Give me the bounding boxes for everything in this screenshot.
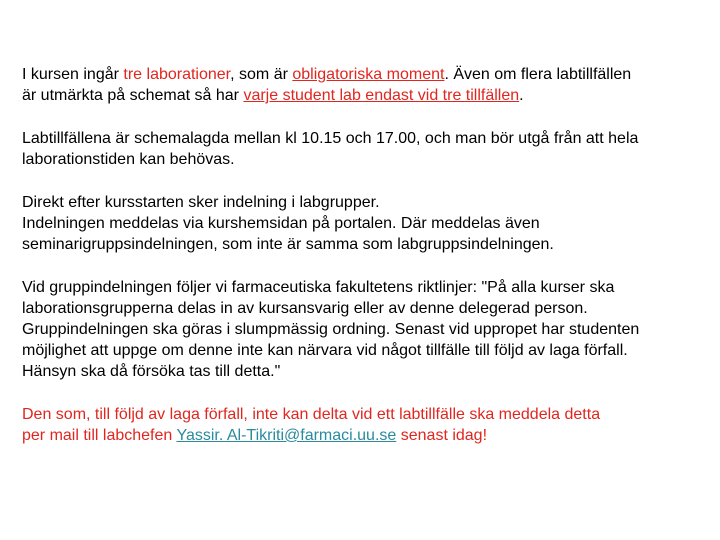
text-line (22, 64, 718, 85)
text-line: Hänsyn ska då försöka tas till detta." (22, 363, 281, 380)
text-line (22, 85, 718, 106)
text-line: Indelningen meddelas via kurshemsidan på portalen. Där meddelas även (22, 215, 540, 232)
text-run: . Även om flera labtillfällen (444, 66, 632, 83)
text-line: Labtillfällena är schemalagda mellan kl 10.15 och 17.00, och man bör utgå från att hela (22, 130, 639, 147)
text-line: möjlighet att uppge om denne inte kan närvara vid något tillfälle till följd av laga förfall. (22, 342, 628, 359)
paragraph-absence-notice (22, 404, 718, 446)
text-line (22, 425, 718, 446)
emphasis-three-labs: tre laborationer (123, 66, 231, 83)
paragraph-lab-schedule (22, 128, 718, 170)
text-line: laborationsgrupperna delas in av kursansvarig eller av denne delegerad person. (22, 300, 588, 317)
text-line: Vid gruppindelningen följer vi farmaceutiska fakultetens riktlinjer: "På alla kurser ska (22, 279, 615, 296)
text-line: Gruppindelningen ska göras i slumpmässig ordning. Senast vid uppropet har studenten (22, 321, 640, 338)
emphasis-mandatory: obligatoriska moment (292, 66, 445, 83)
text-run: , som är (230, 66, 293, 83)
labchef-email-link[interactable]: Yassir. Al-Tikriti@farmaci.uu.se (176, 427, 397, 444)
paragraph-lab-requirements (22, 64, 718, 106)
text-run: senast idag! (396, 427, 488, 444)
text-line: Den som, till följd av laga förfall, inte kan delta vid ett labtillfälle ska meddela detta (22, 406, 601, 423)
text-run: är utmärkta på schemat så har (22, 87, 244, 104)
text-line: Direkt efter kursstarten sker indelning i labgrupper. (22, 194, 380, 211)
paragraph-group-division (22, 192, 718, 255)
paragraph-faculty-guidelines (22, 277, 718, 382)
text-run: I kursen ingår (22, 66, 124, 83)
document-body (22, 64, 718, 467)
text-run: per mail till labchefen (22, 427, 177, 444)
text-run: . (519, 87, 524, 104)
emphasis-three-occasions: varje student lab endast vid tre tillfällen (243, 87, 520, 104)
text-line: laborationstiden kan behövas. (22, 151, 235, 168)
text-line: seminarigruppsindelningen, som inte är samma som labgruppsindelningen. (22, 236, 554, 253)
